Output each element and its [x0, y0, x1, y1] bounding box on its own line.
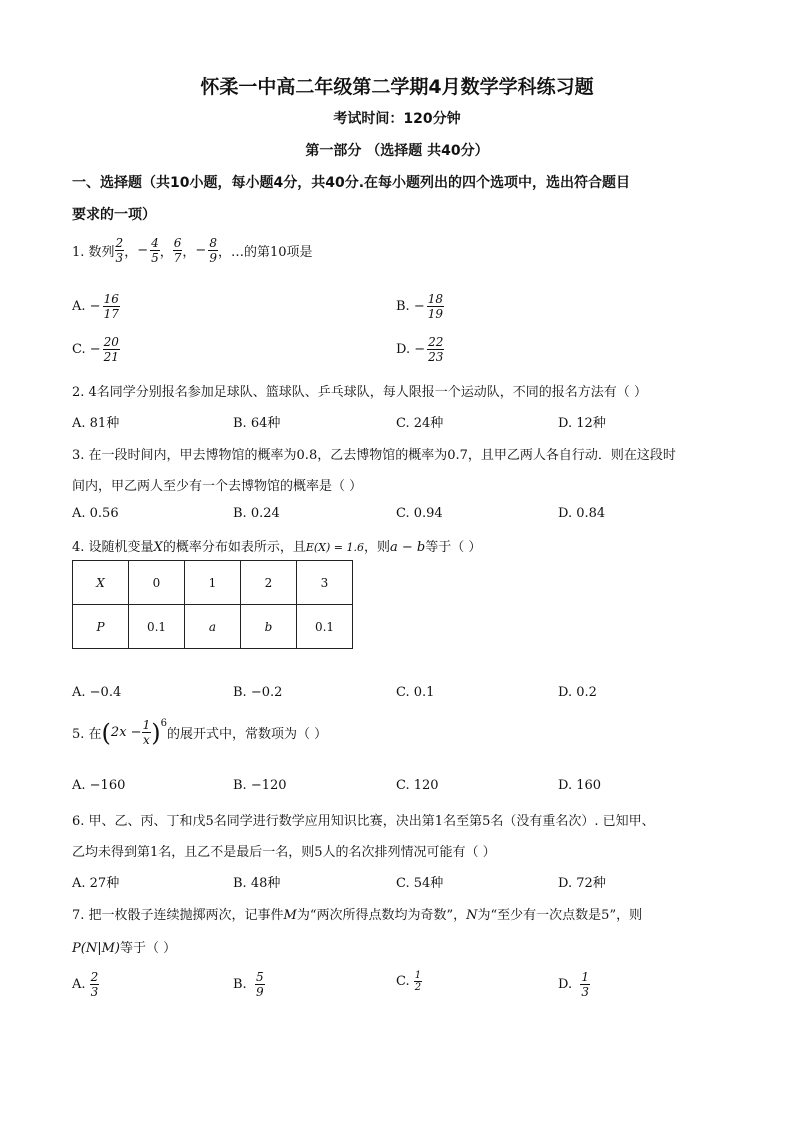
q2-option-a[interactable]: A. 81种 — [72, 416, 120, 431]
q7-option-a[interactable]: A. $\frac{2}{3}$ — [72, 970, 99, 999]
q5-option-a[interactable]: A. −160 — [72, 778, 126, 793]
q4-option-d[interactable]: D. 0.2 — [558, 685, 597, 700]
question-7-line2: P(N|M)等于（ ） — [72, 941, 177, 956]
q2-option-c[interactable]: C. 24种 — [396, 416, 444, 431]
q5-option-d[interactable]: D. 160 — [558, 778, 602, 793]
question-6-line1: 6. 甲、乙、丙、丁和戊5名同学进行数学应用知识比赛，决出第1名至第5名（没有重名次）. 已知甲、 — [72, 814, 655, 829]
q6-option-a[interactable]: A. 27种 — [72, 876, 120, 891]
part-heading: 第一部分 （选择题 共40分） — [305, 143, 489, 159]
question-7-line1: 7. 把一枚骰子连续抛掷两次，记事件M为“两次所得点数均为奇数”，N为“至少有一次点数是5”，则 — [72, 908, 643, 923]
q4-option-c[interactable]: C. 0.1 — [396, 685, 435, 700]
q1-option-d[interactable]: D. − $\frac{22}{23}$ — [396, 335, 444, 364]
q6-option-b[interactable]: B. 48种 — [233, 876, 281, 891]
q6-option-d[interactable]: D. 72种 — [558, 876, 606, 891]
q3-option-d[interactable]: D. 0.84 — [558, 506, 606, 521]
question-4: 4. 设随机变量X的概率分布如表所示，且E(X) = 1.6，则a − b等于（ ） — [72, 540, 482, 555]
q1-term-2: $\frac{4}{5}$ — [151, 236, 159, 265]
section-heading-line2: 要求的一项） — [72, 207, 156, 223]
probability-table — [72, 560, 353, 649]
conditional-probability: P(N|M) — [72, 941, 120, 956]
q4-option-a[interactable]: A. −0.4 — [72, 685, 122, 700]
question-3-line2: 间内，甲乙两人至少有一个去博物馆的概率是（ ） — [72, 479, 363, 494]
q1-option-c[interactable]: C. − $\frac{20}{21}$ — [72, 335, 119, 364]
q1-option-b[interactable]: B. − $\frac{18}{19}$ — [396, 292, 444, 321]
section-heading-line1: 一、选择题（共10小题，每小题4分，共40分.在每小题列出的四个选项中，选出符合题目 — [72, 175, 631, 191]
q1-term-4: $\frac{8}{9}$ — [209, 236, 217, 265]
question-1: 1. 数列 $\frac{2}{3}$ ， − $\frac{4}{5}$ ， $\frac{6}{7}$ ， − $\frac{8}{9}$ ，…的第10项是 — [72, 236, 313, 265]
q6-option-c[interactable]: C. 54种 — [396, 876, 444, 891]
q7-option-c[interactable]: C. $\frac{1}{2}$ — [396, 970, 422, 993]
q3-option-a[interactable]: A. 0.56 — [72, 506, 119, 521]
q7-option-b[interactable]: B. $\frac{5}{9}$ — [233, 970, 264, 999]
q1-prefix: 1. 数列 — [72, 245, 115, 260]
q1-term-3: $\frac{6}{7}$ — [173, 236, 182, 265]
q2-option-d[interactable]: D. 12种 — [558, 416, 606, 431]
q5-option-c[interactable]: C. 120 — [396, 778, 439, 793]
q1-term-1: $\frac{2}{3}$ — [115, 236, 124, 265]
q2-option-b[interactable]: B. 64种 — [233, 416, 281, 431]
q1-option-a[interactable]: A. − $\frac{16}{17}$ — [72, 292, 119, 321]
q3-option-b[interactable]: B. 0.24 — [233, 506, 280, 521]
page-title: 怀柔一中高二年级第二学期4月数学学科练习题 — [200, 76, 594, 98]
exam-time: 考试时间：120分钟 — [333, 111, 461, 127]
q5-fraction: $\frac{1}{x}$ — [142, 718, 151, 747]
question-6-line2: 乙均未得到第1名，且乙不是最后一名，则5人的名次排列情况可能有（ ） — [72, 845, 496, 860]
question-5: 5. 在 ( 2x − $\frac{1}{x}$ ) $^6$ 的展开式中，常数项为（ ） — [72, 718, 328, 747]
question-3-line1: 3. 在一段时间内，甲去博物馆的概率为0.8，乙去博物馆的概率为0.7，且甲乙两人各自行动．则在这段时 — [72, 448, 676, 463]
expectation: E(X) = 1.6 — [305, 541, 364, 554]
question-2: 2. 4名同学分别报名参加足球队、篮球队、乒乓球队，每人限报一个运动队，不同的报名方法有（ ） — [72, 385, 647, 400]
q1-suffix: ，…的第10项是 — [217, 245, 313, 260]
table-row: X 0 1 2 3 — [73, 561, 353, 605]
var-x: X — [153, 540, 163, 555]
q3-option-c[interactable]: C. 0.94 — [396, 506, 443, 521]
q4-option-b[interactable]: B. −0.2 — [233, 685, 283, 700]
q7-option-d[interactable]: D. $\frac{1}{3}$ — [558, 970, 589, 999]
a-minus-b: a − b — [390, 540, 426, 555]
q5-option-b[interactable]: B. −120 — [233, 778, 287, 793]
table-row: P 0.1 a b 0.1 — [73, 605, 353, 649]
